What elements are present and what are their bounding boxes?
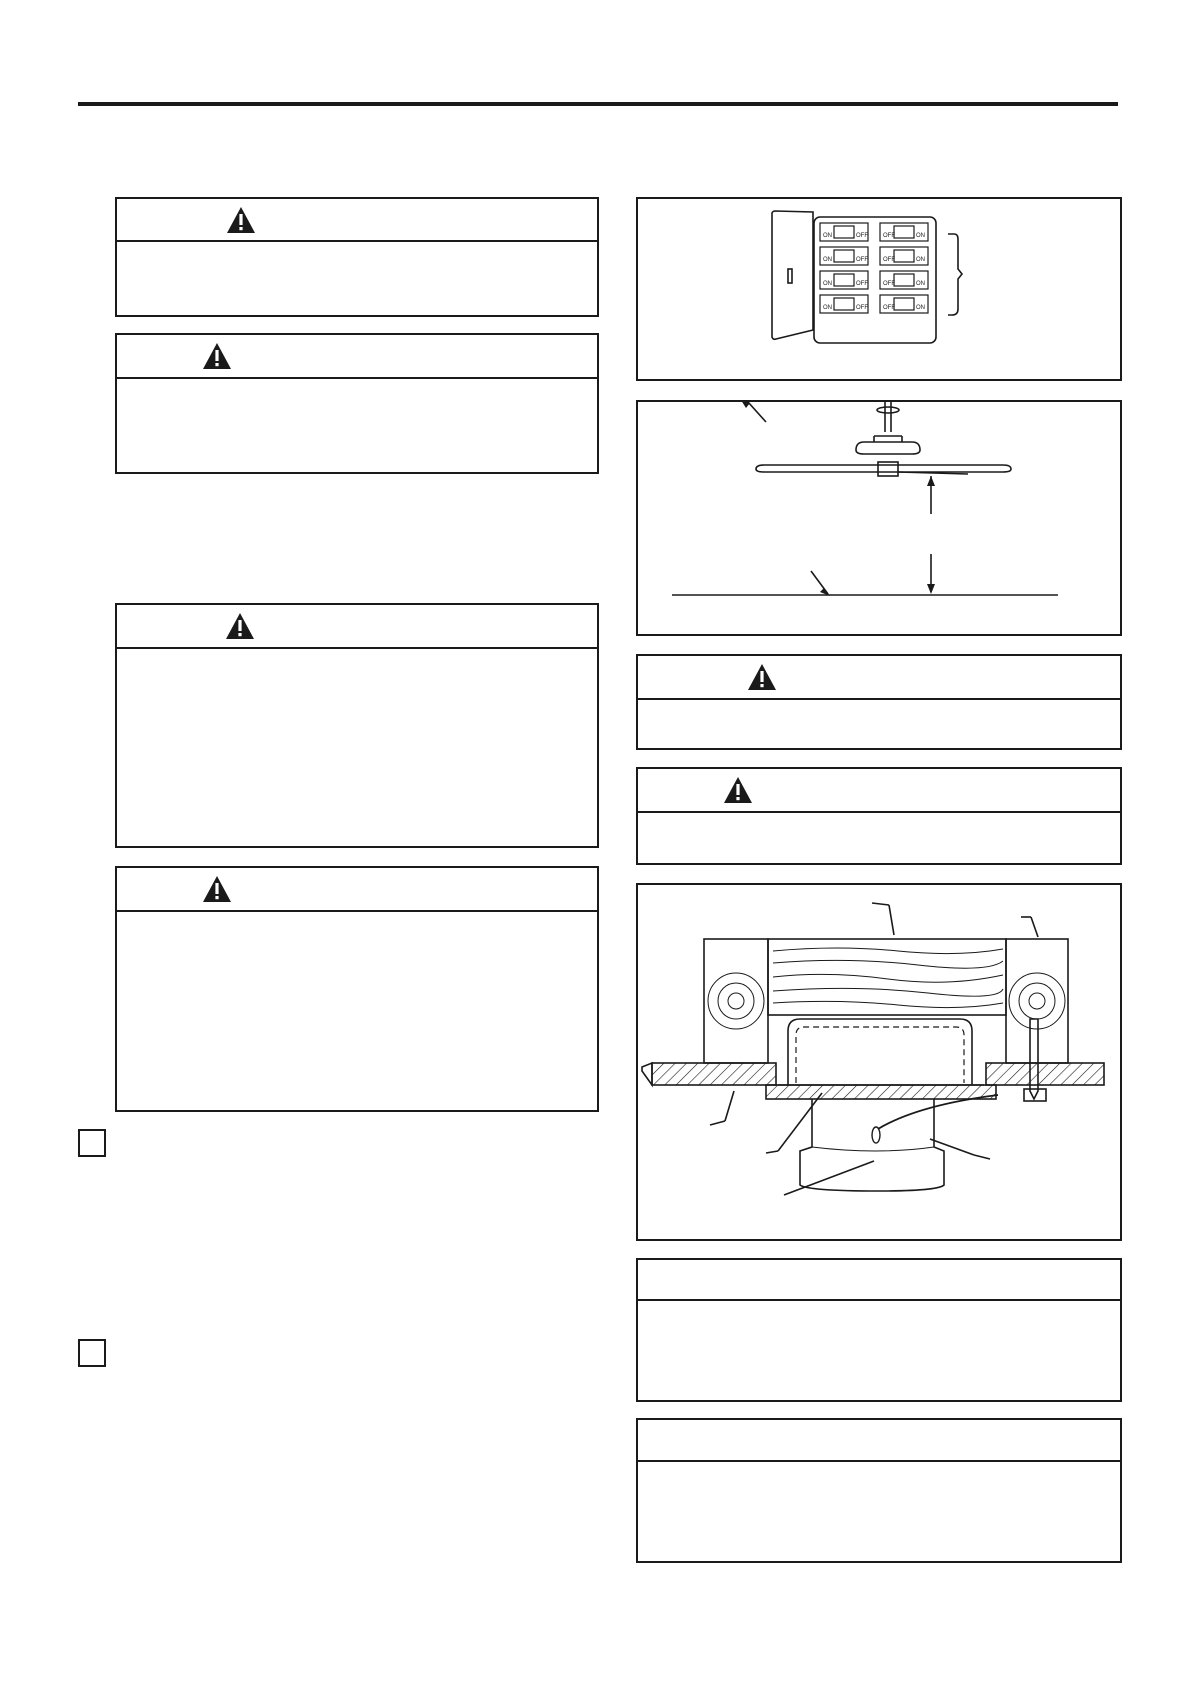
top-rule xyxy=(78,102,1118,106)
breaker-label: OFF xyxy=(883,281,895,287)
fan-clearance-figure xyxy=(636,400,1122,636)
breaker-toggle xyxy=(894,274,914,286)
warning-triangle-icon xyxy=(202,342,232,370)
warning-box xyxy=(636,654,1122,750)
breaker-toggle xyxy=(894,226,914,238)
fan-clearance-illustration xyxy=(638,402,1120,634)
breaker-label: ON xyxy=(823,305,832,311)
breaker-panel-figure xyxy=(636,197,1122,381)
breaker-label: OFF xyxy=(883,305,895,311)
warning-box xyxy=(115,866,599,1112)
breaker-label: OFF xyxy=(883,233,895,239)
breaker-label: ON xyxy=(823,233,832,239)
breaker-label: OFF xyxy=(856,233,868,239)
warning-header xyxy=(117,335,597,379)
note-header xyxy=(638,1260,1120,1301)
breaker-label: OFF xyxy=(856,257,868,263)
warning-header xyxy=(638,656,1120,700)
breaker-toggle xyxy=(894,250,914,262)
warning-triangle-icon xyxy=(747,663,777,691)
breaker-label: ON xyxy=(823,257,832,263)
ceiling-mount-illustration xyxy=(638,885,1120,1239)
breaker-label: ON xyxy=(916,305,925,311)
warning-triangle-icon xyxy=(225,612,255,640)
warning-box xyxy=(115,197,599,317)
warning-triangle-icon xyxy=(226,206,256,234)
warning-header xyxy=(638,769,1120,813)
breaker-label: ON xyxy=(916,233,925,239)
warning-triangle-icon xyxy=(723,776,753,804)
breaker-toggle xyxy=(834,250,854,262)
breaker-label: ON xyxy=(916,281,925,287)
warning-box xyxy=(115,333,599,474)
breaker-label: OFF xyxy=(856,281,868,287)
breaker-label: OFF xyxy=(856,305,868,311)
breaker-toggle xyxy=(834,274,854,286)
warning-box xyxy=(115,603,599,848)
warning-header xyxy=(117,868,597,912)
breaker-toggle xyxy=(834,298,854,310)
warning-triangle-icon xyxy=(202,875,232,903)
breaker-toggle xyxy=(894,298,914,310)
breaker-toggle xyxy=(834,226,854,238)
warning-header xyxy=(117,605,597,649)
step-checkbox[interactable] xyxy=(78,1339,106,1367)
breaker-label: OFF xyxy=(883,257,895,263)
ceiling-mount-figure xyxy=(636,883,1122,1241)
note-box xyxy=(636,1418,1122,1563)
note-header xyxy=(638,1420,1120,1462)
breaker-label: ON xyxy=(916,257,925,263)
step-checkbox[interactable] xyxy=(78,1129,106,1157)
warning-header xyxy=(117,199,597,242)
breaker-panel-illustration xyxy=(638,199,1120,379)
note-box xyxy=(636,1258,1122,1402)
breaker-label: ON xyxy=(823,281,832,287)
warning-box xyxy=(636,767,1122,865)
